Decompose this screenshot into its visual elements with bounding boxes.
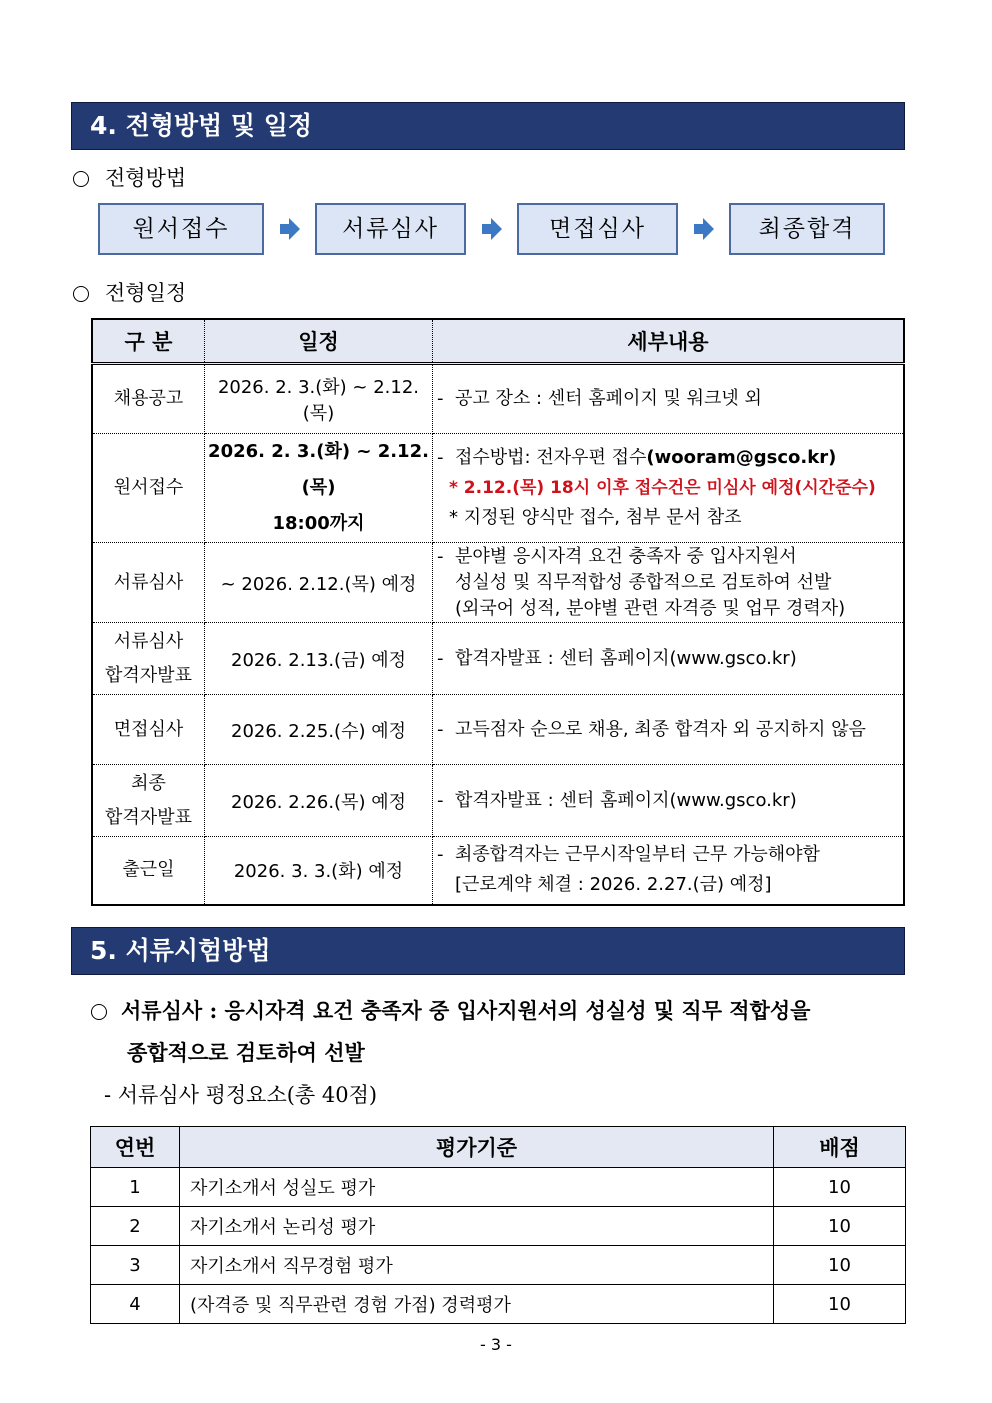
date-line: 2026. 2. 3.(화) ~ 2.12.(목) — [208, 441, 429, 498]
row-date: 2026. 2.25.(수) 예정 — [205, 695, 433, 765]
detail-text: 분야별 응시자격 요건 충족자 중 입사지원서 — [455, 545, 797, 567]
method-heading — [73, 162, 186, 192]
table-row — [92, 765, 904, 837]
row-date: 2026. 2. 3.(화) ~ 2.12.(목) — [205, 364, 433, 434]
table-row — [92, 364, 904, 434]
category-line: 합격자발표 — [105, 664, 192, 686]
table-row — [92, 623, 904, 695]
header-date: 일정 — [205, 319, 433, 364]
circle-bullet-icon — [73, 286, 89, 302]
row-category: 원서접수 — [92, 434, 205, 543]
detail-line: - 접수방법: 전자우편 접수(wooram@gsco.kr) — [437, 447, 837, 468]
row-category — [92, 765, 205, 837]
row-category — [92, 623, 205, 695]
row-details: - 고득점자 순으로 채용, 최종 합격자 외 공지하지 않음 — [433, 695, 905, 765]
row-criterion: 자기소개서 성실도 평가 — [180, 1168, 774, 1207]
page-number: - 3 - — [480, 1335, 512, 1354]
header-category: 구 분 — [92, 319, 205, 364]
table-row — [92, 695, 904, 765]
row-category: 면접심사 — [92, 695, 205, 765]
row-date: 2026. 2.13.(금) 예정 — [205, 623, 433, 695]
detail-line: (외국어 성적, 분야별 관련 자격증 및 업무 경력자) — [455, 597, 846, 619]
doc-review-line-2: 종합적으로 검토하여 선발 — [127, 1040, 365, 1065]
row-category: 출근일 — [92, 837, 205, 905]
email-text: (wooram@gsco.kr) — [646, 447, 837, 468]
category-line: 최종 — [131, 772, 166, 794]
detail-text: 접수방법: 전자우편 접수 — [455, 447, 647, 468]
row-criterion: (자격증 및 직무관련 경험 가점) 경력평가 — [180, 1285, 774, 1324]
table-row — [91, 1207, 906, 1246]
flow-step-application: 원서접수 — [98, 203, 264, 255]
header-details: 세부내용 — [433, 319, 905, 364]
schedule-heading — [73, 277, 186, 307]
row-category: 서류심사 — [92, 543, 205, 623]
arrow-right-icon — [482, 218, 502, 240]
detail-line: - 분야별 응시자격 요건 충족자 중 입사지원서 — [437, 545, 797, 567]
header-score: 배점 — [774, 1127, 906, 1168]
row-date — [205, 434, 433, 543]
row-no: 1 — [91, 1168, 180, 1207]
doc-review-line-1 — [91, 990, 926, 1032]
row-details: - 합격자발표 : 센터 홈페이지(www.gsco.kr) — [433, 623, 905, 695]
table-row — [92, 837, 904, 905]
date-line: 18:00까지 — [272, 513, 365, 534]
row-details: - 공고 장소 : 센터 홈페이지 및 워크넷 외 — [433, 364, 905, 434]
schedule-heading-text: 전형일정 — [105, 281, 187, 305]
row-no: 4 — [91, 1285, 180, 1324]
table-row — [92, 543, 904, 623]
header-criterion: 평가기준 — [180, 1127, 774, 1168]
evaluation-table — [90, 1126, 906, 1324]
section-5-title: 5. 서류시험방법 — [71, 927, 905, 975]
schedule-header-row — [92, 319, 904, 364]
row-no: 3 — [91, 1246, 180, 1285]
detail-line: 고득점자 순으로 채용, 최종 합격자 외 공지하지 않음 — [455, 718, 866, 740]
arrow-right-icon — [280, 218, 300, 240]
row-score: 10 — [774, 1168, 906, 1207]
detail-line: 합격자발표 : 센터 홈페이지(www.gsco.kr) — [455, 647, 797, 669]
table-row — [92, 434, 904, 543]
doc-review-description — [91, 990, 926, 1074]
flow-step-document-review: 서류심사 — [315, 203, 466, 255]
row-score: 10 — [774, 1207, 906, 1246]
doc-review-text: 서류심사 : 응시자격 요건 충족자 중 입사지원서의 성실성 및 직무 적합성을 — [121, 998, 811, 1023]
row-no: 2 — [91, 1207, 180, 1246]
table-row — [91, 1285, 906, 1324]
circle-bullet-icon — [91, 1004, 107, 1020]
table-row — [91, 1168, 906, 1207]
arrow-right-icon — [694, 218, 714, 240]
section-4-title: 4. 전형방법 및 일정 — [71, 102, 905, 150]
row-date: 2026. 2.26.(목) 예정 — [205, 765, 433, 837]
circle-bullet-icon — [73, 171, 89, 187]
header-no: 연번 — [91, 1127, 180, 1168]
row-date: ~ 2026. 2.12.(목) 예정 — [205, 543, 433, 623]
row-criterion: 자기소개서 직무경험 평가 — [180, 1246, 774, 1285]
note-line: * 지정된 양식만 접수, 첨부 문서 참조 — [449, 507, 742, 528]
row-details — [433, 434, 905, 543]
warning-note: * 2.12.(목) 18시 이후 접수건은 미심사 예정(시간준수) — [449, 478, 876, 498]
row-details — [433, 543, 905, 623]
table-row — [91, 1246, 906, 1285]
eval-header-row — [91, 1127, 906, 1168]
row-details — [433, 837, 905, 905]
flow-step-final: 최종합격 — [729, 203, 885, 255]
row-date: 2026. 3. 3.(화) 예정 — [205, 837, 433, 905]
row-criterion: 자기소개서 논리성 평가 — [180, 1207, 774, 1246]
row-score: 10 — [774, 1246, 906, 1285]
detail-line: 공고 장소 : 센터 홈페이지 및 워크넷 외 — [455, 388, 762, 409]
row-category: 채용공고 — [92, 364, 205, 434]
schedule-table — [91, 318, 905, 906]
category-line: 합격자발표 — [105, 806, 192, 828]
detail-text: 최종합격자는 근무시작일부터 근무 가능해야함 — [455, 844, 820, 866]
row-details: - 합격자발표 : 센터 홈페이지(www.gsco.kr) — [433, 765, 905, 837]
method-heading-text: 전형방법 — [105, 166, 187, 190]
detail-line: 합격자발표 : 센터 홈페이지(www.gsco.kr) — [455, 789, 797, 811]
detail-line: - 최종합격자는 근무시작일부터 근무 가능해야함 — [437, 844, 820, 866]
category-line: 서류심사 — [113, 630, 184, 652]
detail-line: 성실성 및 직무적합성 종합적으로 검토하여 선발 — [455, 571, 832, 593]
flow-step-interview: 면접심사 — [517, 203, 678, 255]
detail-line: [근로계약 체결 : 2026. 2.27.(금) 예정] — [455, 874, 772, 896]
row-score: 10 — [774, 1285, 906, 1324]
doc-review-sub: - 서류심사 평정요소(총 40점) — [104, 1083, 378, 1107]
